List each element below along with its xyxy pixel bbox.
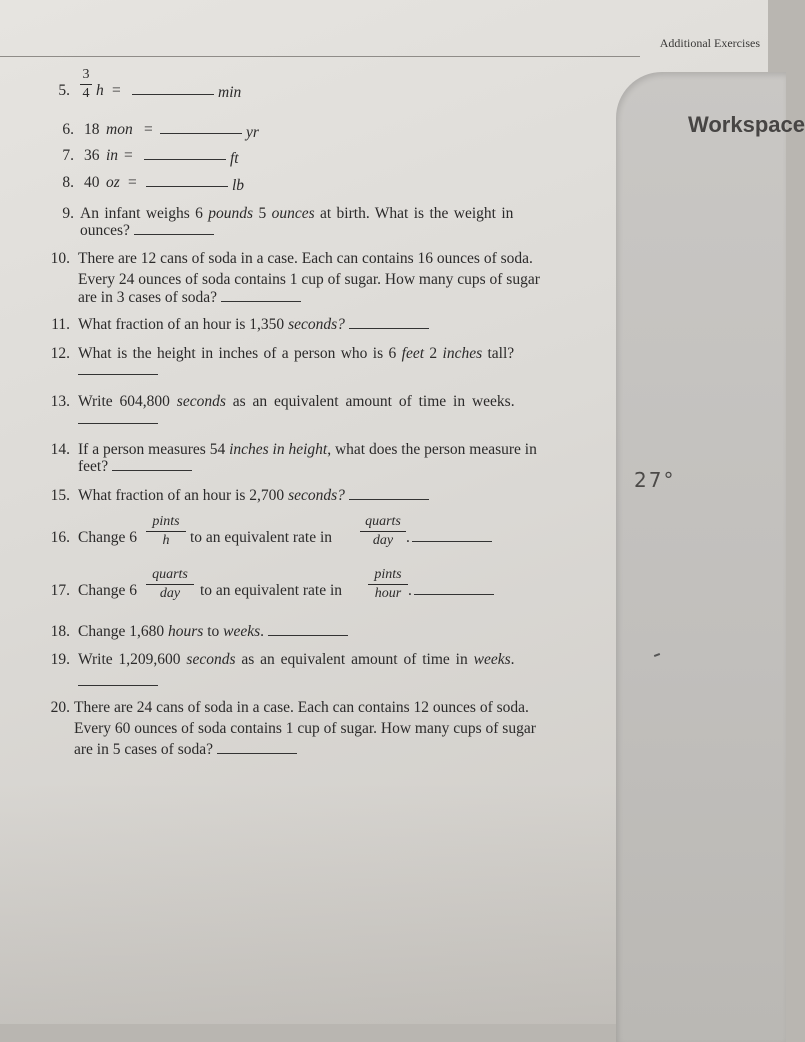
answer-blank[interactable] [112, 456, 192, 471]
answer-blank[interactable] [160, 119, 242, 134]
answer-blank[interactable] [132, 80, 214, 95]
header-rule [0, 56, 640, 57]
worksheet-page: Additional Exercises Workspace 27° 5. 3 4 h = min 6. 18 mon = yr 7. 36 in = ft 8. 40 oz = lb 9. An infant weighs 6 pounds 5 ounces at birth. What is the weight in ounces? 10. There are 12 cans of soda in a case. Each can contains 16 ounces of soda. Every 24 ounces of soda contains 1 cup of sugar. How many cups of sugar are in 3 cases of soda? 11. What fraction of an hour is 1,350 seconds? 12. What is the height in inches of a person who is 6 feet 2 inches tall? 13. Write 604,800 seconds as an equivalent amount of time in weeks. 14. If a person measures 54 inches in height, what does the person measure in feet? 15. What fraction of an hour is 2,700 seconds? 16. Change 6 pints h to an equivalent rate in quarts day . 17. Change 6 quarts day to an equivalent rate in pints hour . 18. Change 1,680 hours to weeks. 19. Write 1,209,600 seconds as an equivalent amount of time in weeks. 20. There are 24 cans of soda in a case. Each can contains 12 ounces of soda. Every 60 ounces of soda contains 1 cup of sugar. How many cups of sugar are in 5 cases of soda? [0, 0, 768, 1024]
answer-blank[interactable] [268, 621, 348, 636]
answer-blank[interactable] [78, 671, 158, 686]
fraction: pints h [146, 514, 186, 549]
fraction: quarts day [146, 567, 194, 602]
workspace-panel [616, 72, 805, 1042]
problem-number: 5. [58, 82, 70, 99]
answer-blank[interactable] [146, 172, 228, 187]
answer-blank[interactable] [349, 314, 429, 329]
section-label: Additional Exercises [659, 36, 760, 50]
answer-blank[interactable] [78, 409, 158, 424]
answer-blank[interactable] [134, 220, 214, 235]
answer-blank[interactable] [414, 580, 494, 595]
answer-blank[interactable] [349, 485, 429, 500]
fraction: quarts day [360, 514, 406, 549]
workspace-title: Workspace [688, 112, 805, 137]
handwritten-note: 27° [634, 468, 676, 492]
answer-blank[interactable] [221, 287, 301, 302]
answer-blank[interactable] [78, 360, 158, 375]
answer-blank[interactable] [217, 739, 297, 754]
answer-blank[interactable] [412, 527, 492, 542]
fraction: 3 4 [80, 67, 92, 102]
fraction: pints hour [368, 567, 408, 602]
answer-blank[interactable] [144, 145, 226, 160]
